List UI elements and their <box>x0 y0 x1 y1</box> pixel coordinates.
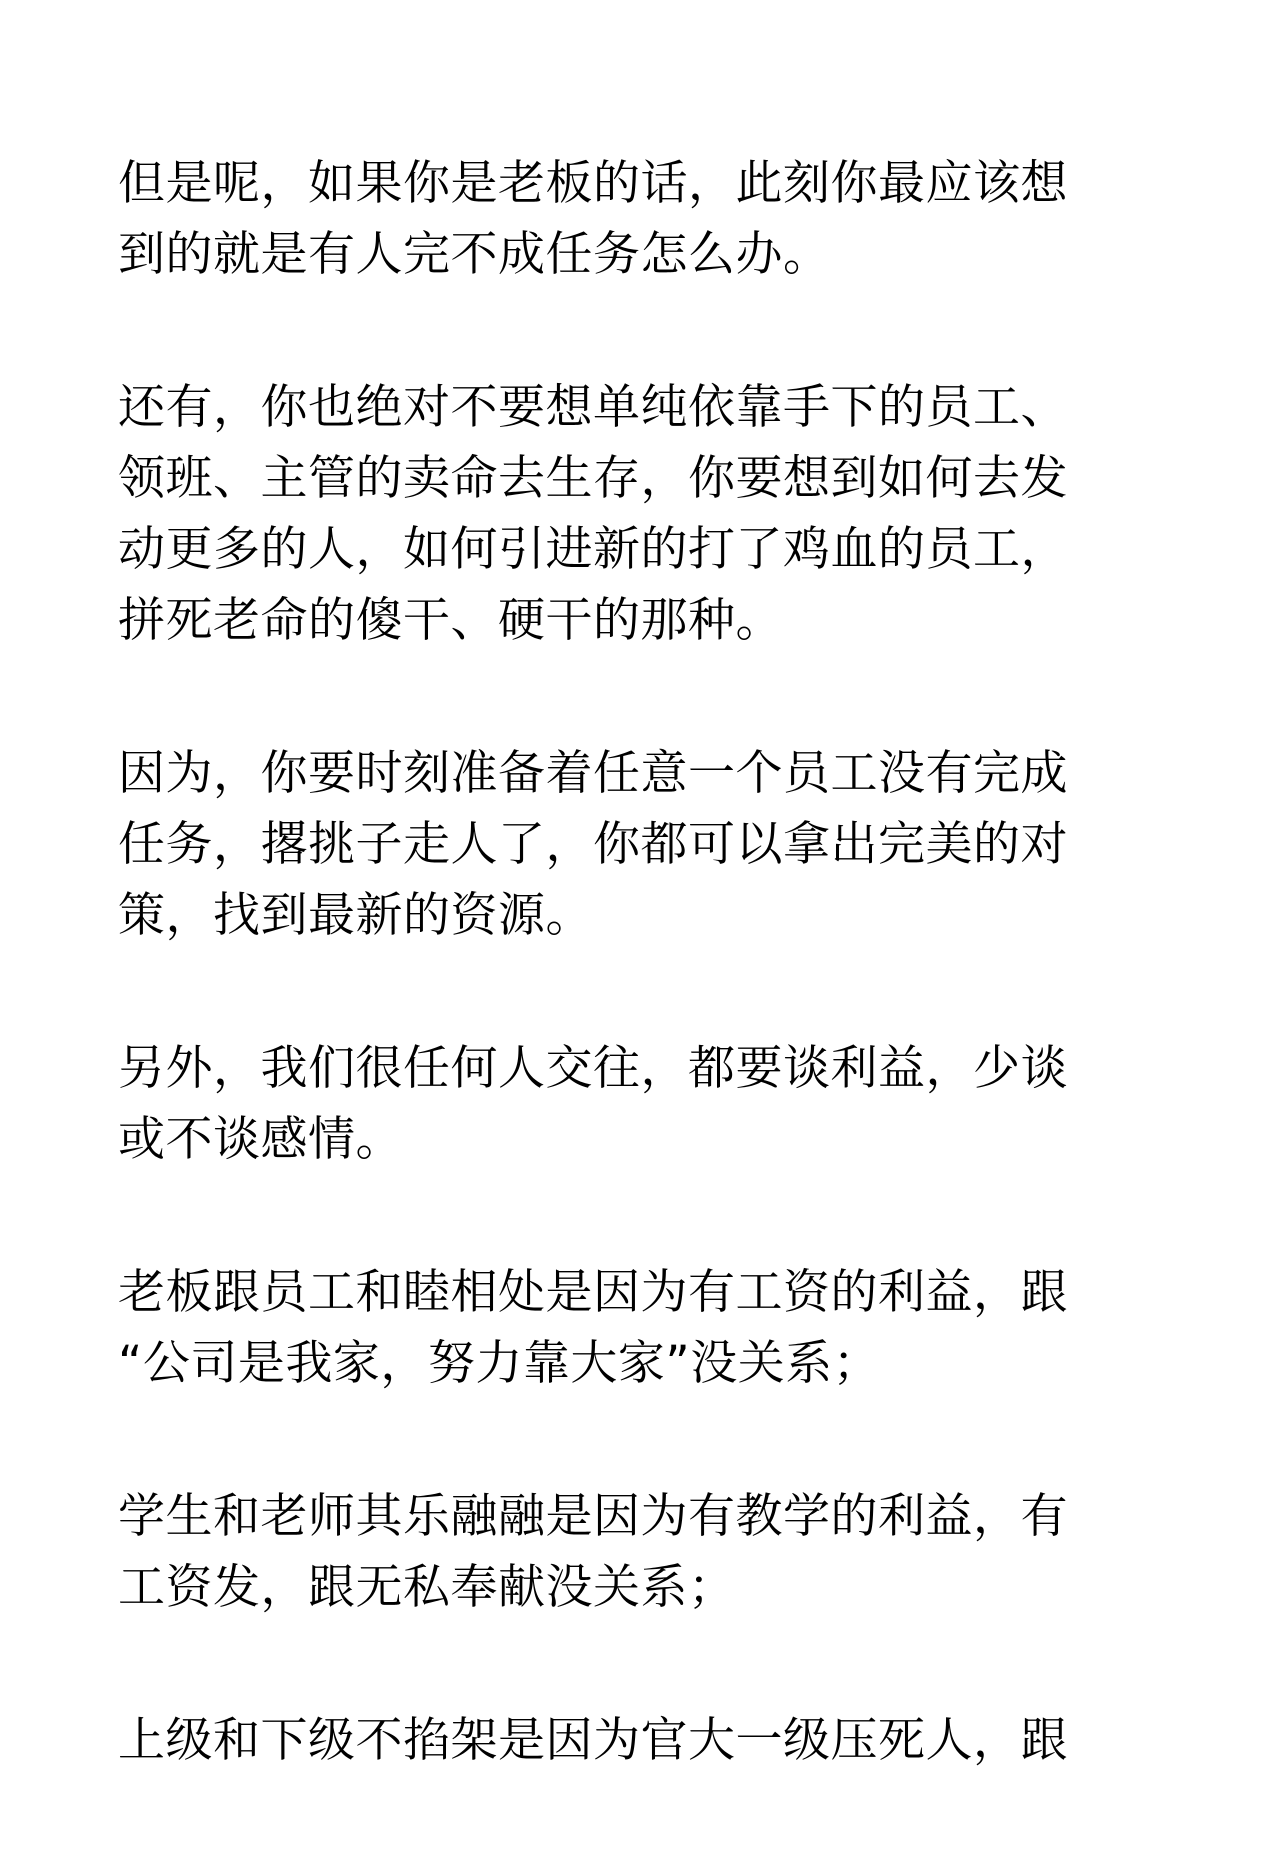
text-line: 还有，你也绝对不要想单纯依靠手下的员工、 <box>118 380 1068 435</box>
paragraph-1 <box>118 148 1168 290</box>
text-line: 另外，我们很任何人交往，都要谈利益，少谈 <box>118 1041 1068 1096</box>
text-line: 拼死老命的傻干、硬干的那种。 <box>118 593 783 648</box>
text-line: 上级和下级不掐架是因为官大一级压死人，跟 <box>118 1713 1068 1768</box>
text-line: 因为，你要时刻准备着任意一个员工没有完成 <box>118 746 1068 801</box>
text-line: 动更多的人，如何引进新的打了鸡血的员工， <box>118 522 1068 577</box>
text-line: “公司是我家，努力靠大家”没关系； <box>118 1336 881 1391</box>
paragraph-4 <box>118 1033 1168 1175</box>
text-line: 领班、主管的卖命去生存，你要想到如何去发 <box>118 451 1068 506</box>
text-line: 任务，撂挑子走人了，你都可以拿出完美的对 <box>118 817 1068 872</box>
paragraph-6 <box>118 1481 1168 1623</box>
text-line: 到的就是有人完不成任务怎么办。 <box>118 227 831 282</box>
paragraph-2 <box>118 372 1168 656</box>
text-line: 策，找到最新的资源。 <box>118 888 593 943</box>
paragraph-3 <box>118 738 1168 951</box>
text-line: 工资发，跟无私奉献没关系； <box>118 1560 736 1615</box>
text-body <box>118 148 1168 1858</box>
paragraph-5 <box>118 1257 1168 1399</box>
text-line: 学生和老师其乐融融是因为有教学的利益，有 <box>118 1489 1068 1544</box>
text-line: 但是呢，如果你是老板的话，此刻你最应该想 <box>118 156 1068 211</box>
text-line: 或不谈感情。 <box>118 1112 403 1167</box>
paragraph-7 <box>118 1705 1168 1776</box>
text-line: 老板跟员工和睦相处是因为有工资的利益，跟 <box>118 1265 1068 1320</box>
